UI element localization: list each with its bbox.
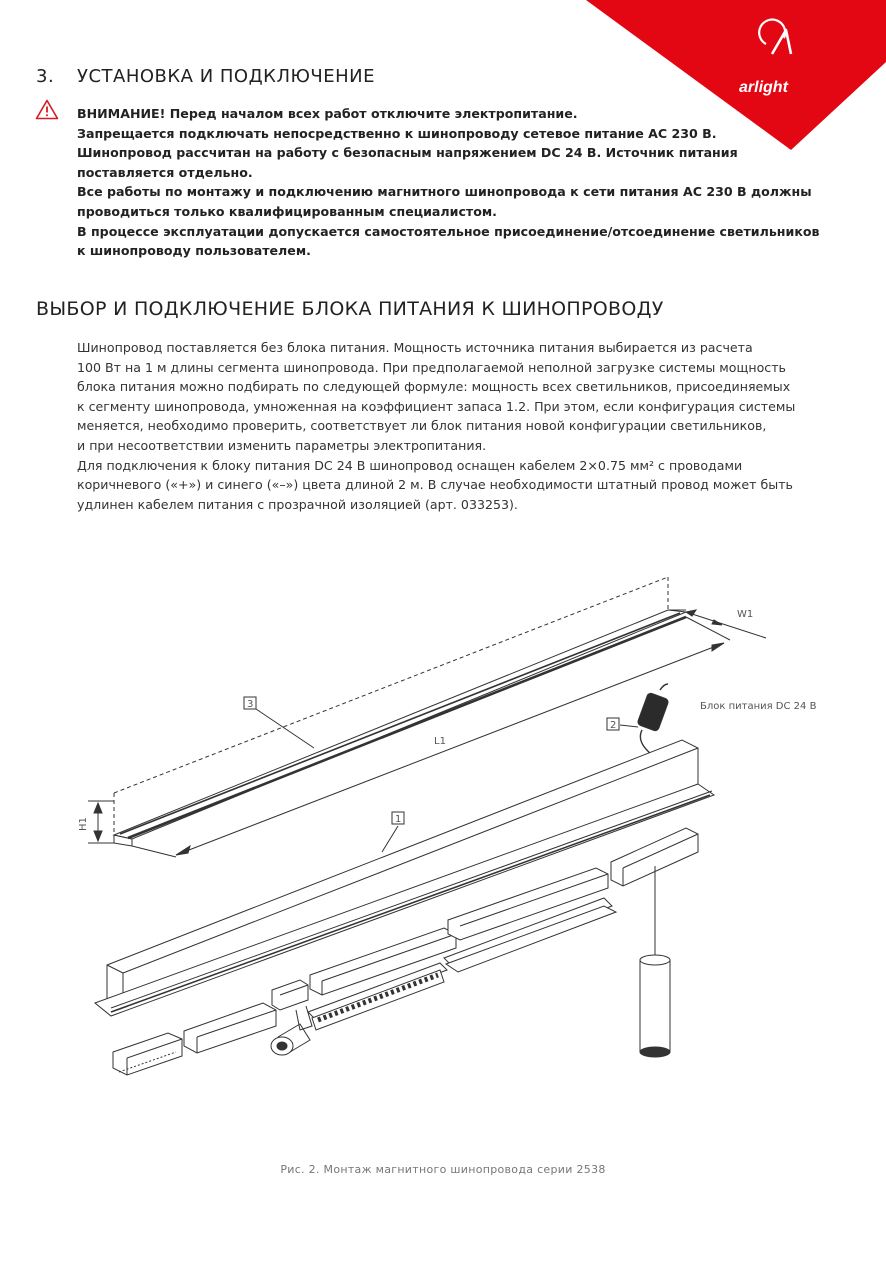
section-title: УСТАНОВКА И ПОДКЛЮЧЕНИЕ <box>77 66 375 87</box>
callout-1: 1 <box>395 814 402 825</box>
warning-line: поставляется отдельно. <box>77 164 253 180</box>
dimension-h1 <box>88 801 114 843</box>
warning-line: Шинопровод рассчитан на работу с безопасным напряжением DC 24 В. Источник питания <box>77 145 738 161</box>
callout-3: 3 <box>247 699 254 710</box>
warning-line: к шинопроводу пользователем. <box>77 243 311 259</box>
installation-diagram <box>0 560 886 1120</box>
logo-text: arlight <box>739 79 788 96</box>
body-line: Шинопровод поставляется без блока питания. Мощность источника питания выбирается из расчета <box>77 340 753 355</box>
l1-label: L1 <box>434 736 446 747</box>
power-supply-label: Блок питания DC 24 В <box>700 701 817 712</box>
warning-line: Запрещается подключать непосредственно к шинопроводу сетевое питание AC 230 В. <box>77 125 717 141</box>
warning-line: В процессе эксплуатации допускается самостоятельное присоединение/отсоединение светильников <box>77 223 820 239</box>
callout-2: 2 <box>610 720 617 731</box>
figure-caption: Рис. 2. Монтаж магнитного шинопровода серии 2538 <box>280 1163 606 1176</box>
body-paragraph <box>77 338 837 514</box>
body-line: удлинен кабелем питания с прозрачной изоляцией (арт. 033253). <box>77 496 518 512</box>
body-line: коричневого («+») и синего («–») цвета длиной 2 м. В случае необходимости штатный провод может быть <box>77 477 793 493</box>
body-line: и при несоответствии изменить параметры электропитания. <box>77 437 487 453</box>
spot-light-drawing <box>271 1006 312 1055</box>
section-number: 3. <box>36 66 55 87</box>
warning-triangle-icon <box>35 99 59 120</box>
pendant-light-drawing <box>640 866 670 1057</box>
subsection-title: ВЫБОР И ПОДКЛЮЧЕНИЕ БЛОКА ПИТАНИЯ К ШИНОПРОВОДУ <box>36 298 664 320</box>
body-line: Для подключения к блоку питания DC 24 В шинопровод оснащен кабелем 2×0.75 мм² с проводами <box>77 457 743 473</box>
warning-text <box>77 104 820 261</box>
body-line: к сегменту шинопровода, умноженная на коэффициент запаса 1.2. При этом, если конфигурация системы <box>77 398 796 414</box>
body-line: меняется, необходимо проверить, соответствует ли блок питания новой конфигурации светильников, <box>77 418 767 434</box>
warning-line: Все работы по монтажу и подключению магнитного шинопровода к сети питания AC 230 В должны <box>77 184 812 200</box>
warning-line: проводиться только квалифицированным специалистом. <box>77 203 497 219</box>
body-line: 100 Вт на 1 м длины сегмента шинопровода. При предполагаемой неполной загрузке системы мощность <box>77 359 786 375</box>
warning-line: ВНИМАНИЕ! Перед началом всех работ отключите электропитание. <box>77 106 578 121</box>
h1-label: H1 <box>78 817 89 831</box>
w1-label: W1 <box>737 609 754 620</box>
body-line: блока питания можно подбирать по следующей формуле: мощность всех светильников, присоединяемых <box>77 379 791 395</box>
